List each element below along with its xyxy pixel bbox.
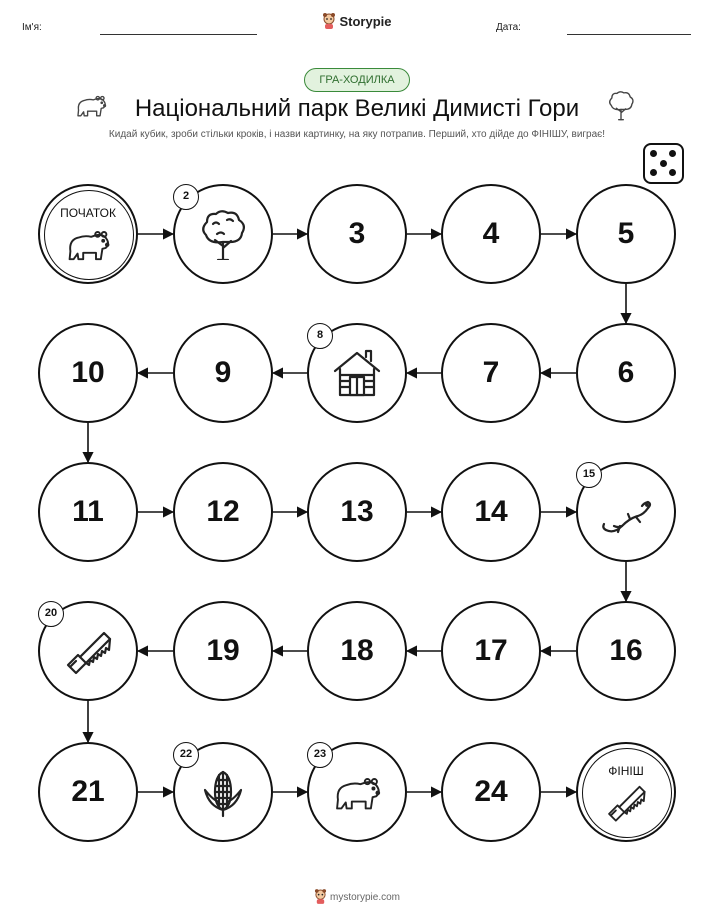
mascot-icon: [322, 13, 336, 32]
space-number-badge: 22: [173, 742, 199, 768]
mascot-icon: [314, 889, 327, 907]
space-number: 13: [340, 495, 374, 528]
cabin-icon: [331, 347, 383, 399]
die-icon[interactable]: [643, 143, 684, 184]
space-number: 3: [348, 217, 366, 250]
saw-icon: [62, 625, 114, 677]
space-number: 6: [617, 356, 635, 389]
space-number: 4: [482, 217, 500, 250]
page-title: Національний парк Великі Димисті Гори: [134, 95, 580, 122]
space-number-badge: 2: [173, 184, 199, 210]
space-5[interactable]: [576, 184, 676, 284]
date-label: Дата:: [496, 22, 521, 33]
space-8[interactable]: [307, 323, 407, 423]
brand-name: Storypie: [339, 14, 392, 29]
saw-icon: [602, 780, 650, 824]
space-10[interactable]: [38, 323, 138, 423]
die-pip: [669, 169, 676, 176]
corn-icon: [197, 766, 249, 818]
space-16[interactable]: [576, 601, 676, 701]
space-23[interactable]: [307, 742, 407, 842]
start-label: ПОЧАТОК: [60, 206, 116, 220]
tree-icon: [197, 208, 249, 260]
die-pip: [650, 169, 657, 176]
space-22[interactable]: [173, 742, 273, 842]
space-number: 14: [474, 495, 508, 528]
die-pip: [650, 150, 657, 157]
space-6[interactable]: [576, 323, 676, 423]
space-number: 7: [482, 356, 500, 389]
space-24[interactable]: [441, 742, 541, 842]
space-4[interactable]: [441, 184, 541, 284]
space-number: 10: [71, 356, 105, 389]
space-number: 17: [474, 634, 508, 667]
space-number: 11: [72, 495, 104, 528]
space-17[interactable]: [441, 601, 541, 701]
space-number-badge: 23: [307, 742, 333, 768]
space-number: 24: [474, 775, 508, 808]
date-line[interactable]: [567, 34, 691, 35]
space-15[interactable]: [576, 462, 676, 562]
space-7[interactable]: [441, 323, 541, 423]
space-11[interactable]: [38, 462, 138, 562]
space-number: 19: [206, 634, 240, 667]
brand-logo: [0, 13, 714, 32]
die-pip: [669, 150, 676, 157]
space-number: 16: [609, 634, 643, 667]
space-9[interactable]: [173, 323, 273, 423]
space-number: 5: [617, 217, 635, 250]
space-2[interactable]: [173, 184, 273, 284]
bear-icon: [331, 766, 383, 818]
die-pip: [660, 160, 667, 167]
name-label: Ім'я:: [22, 22, 42, 33]
footer: [0, 889, 714, 907]
space-number: 12: [206, 495, 240, 528]
lizard-icon: [600, 486, 652, 538]
name-line[interactable]: [100, 34, 257, 35]
space-13[interactable]: [307, 462, 407, 562]
finish-label: ФІНІШ: [608, 764, 644, 778]
space-3[interactable]: [307, 184, 407, 284]
space-14[interactable]: [441, 462, 541, 562]
footer-url[interactable]: mystorypie.com: [329, 892, 400, 903]
space-number: 18: [340, 634, 374, 667]
space-20[interactable]: [38, 601, 138, 701]
space-number-badge: 8: [307, 323, 333, 349]
start-space[interactable]: [38, 184, 138, 284]
finish-space[interactable]: [576, 742, 676, 842]
instructions: Кидай кубик, зроби стільки кроків, і назви картинку, на яку потрапив. Перший, хто дійде до ФІНІШУ, виграє!: [108, 129, 606, 140]
bear-icon: [64, 222, 112, 266]
space-number-badge: 15: [576, 462, 602, 488]
space-19[interactable]: [173, 601, 273, 701]
space-number: 9: [214, 356, 232, 389]
space-21[interactable]: [38, 742, 138, 842]
space-number-badge: 20: [38, 601, 64, 627]
tree-icon: [606, 90, 636, 127]
space-number: 21: [71, 775, 105, 808]
space-18[interactable]: [307, 601, 407, 701]
game-type-badge: ГРА-ХОДИЛКА: [304, 68, 410, 92]
space-12[interactable]: [173, 462, 273, 562]
